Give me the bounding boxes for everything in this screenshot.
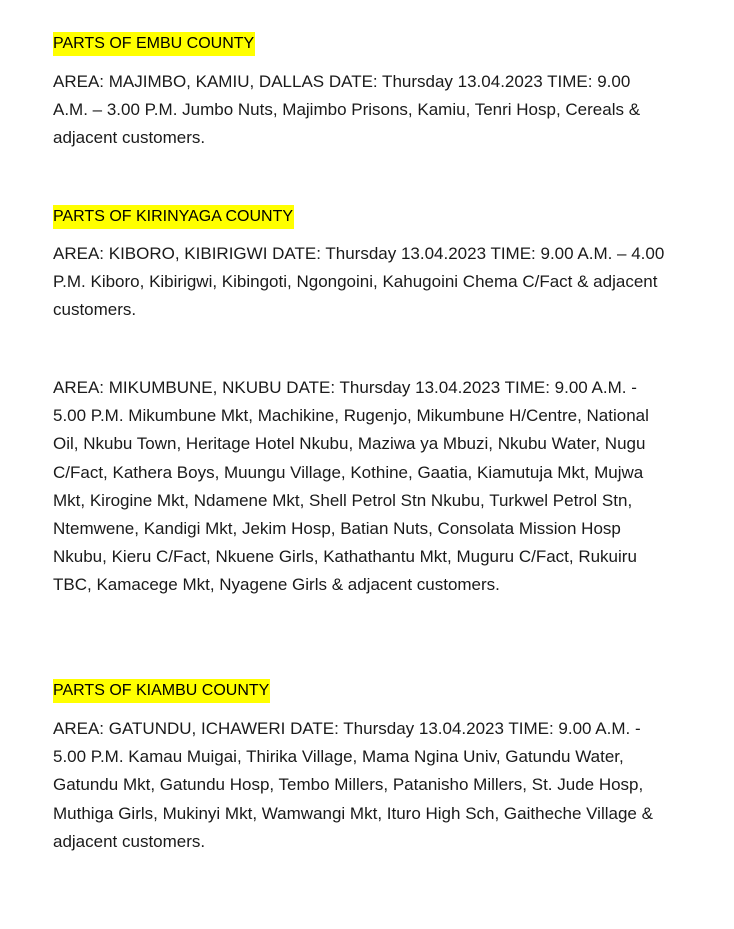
outage-paragraph-gatundu: AREA: GATUNDU, ICHAWERI DATE: Thursday 13.04.2023 TIME: 9.00 A.M. - 5.00 P.M. Kamau Muigai, Thirika Village, Mama Ngina Univ, Gatundu Water, Gatundu Mkt, Gatundu Hosp, Tembo Millers, Patanisho Millers, St. Jude Hosp, Muthiga Girls, Mukinyi Mkt, Wamwangi Mkt, Ituro High Sch, Gaitheche Village & adjacent customers. xyxy=(53,719,653,851)
outage-paragraph-mikumbune: AREA: MIKUMBUNE, NKUBU DATE: Thursday 13.04.2023 TIME: 9.00 A.M. - 5.00 P.M. Mikumbune Mkt, Machikine, Rugenjo, Mikumbune H/Centre, National Oil, Nkubu Town, Heritage Hotel Nkubu, Maziwa ya Mbuzi, Nkubu Water, Nugu C/Fact, Kathera Boys, Muungu Village, Kothine, Gaatia, Kiamutuja Mkt, Mujwa Mkt, Kirogine Mkt, Ndamene Mkt, Shell Petrol Stn Nkubu, Turkwel Petrol Stn, Ntemwene, Kandigi Mkt, Jekim Hosp, Batian Nuts, Consolata Mission Hosp Nkubu, Kieru C/Fact, Nkuene Girls, Kathathantu Mkt, Muguru C/Fact, Rukuiru TBC, Kamacege Mkt, Nyagene Girls & adjacent customers. xyxy=(53,378,649,595)
county-heading-kiambu: PARTS OF KIAMBU COUNTY xyxy=(53,679,270,703)
outage-paragraph-kiboro: AREA: KIBORO, KIBIRIGWI DATE: Thursday 13.04.2023 TIME: 9.00 A.M. – 4.00 P.M. Kiboro, Kibirigwi, Kibingoti, Ngongoini, Kahugoini Chema C/Fact & adjacent customers. xyxy=(53,244,665,320)
county-heading-embu: PARTS OF EMBU COUNTY xyxy=(53,32,255,56)
outage-paragraph-majimbo: AREA: MAJIMBO, KAMIU, DALLAS DATE: Thursday 13.04.2023 TIME: 9.00 A.M. – 3.00 P.M. Jumbo Nuts, Majimbo Prisons, Kamiu, Tenri Hosp, Cereals & adjacent customers. xyxy=(53,72,641,148)
county-heading-kirinyaga: PARTS OF KIRINYAGA COUNTY xyxy=(53,205,294,229)
